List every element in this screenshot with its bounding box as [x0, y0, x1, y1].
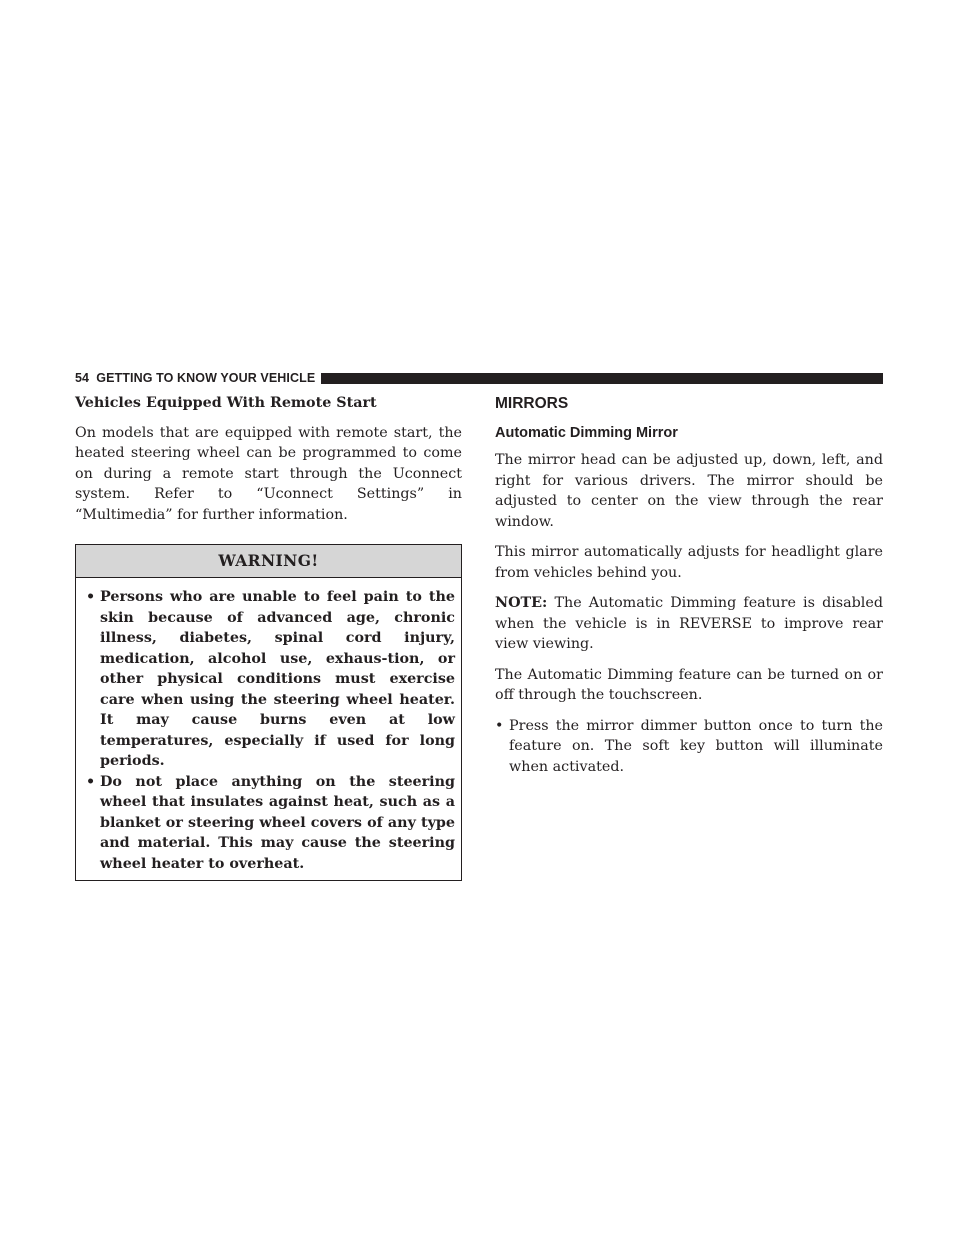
warning-item-text: Persons who are unable to feel pain to the skin because of advanced age, chronic illness, diabetes, spinal cord injury, medication, alcohol use, exhaus-tion, or other physical conditions must exercise care when using the steering wheel heater. It may cause burns even at low temperatures, especially if used for long periods.: [100, 589, 455, 769]
warning-list: [76, 578, 461, 880]
bullet-icon: •: [495, 717, 504, 734]
left-column: [75, 393, 462, 881]
instruction-item-text: Press the mirror dimmer button once to turn the feature on. The soft key button will illuminate when activated.: [509, 717, 883, 775]
page-number: 54: [75, 371, 90, 385]
page-header-text: [75, 371, 315, 385]
note-text: The Automatic Dimming feature is disabled when the vehicle is in REVERSE to improve rear view viewing.: [495, 595, 883, 652]
note-label: NOTE:: [495, 595, 548, 611]
instruction-list: [495, 716, 883, 778]
touchscreen-paragraph: The Automatic Dimming feature can be turned on or off through the touchscreen.: [495, 666, 883, 703]
bullet-icon: •: [86, 589, 96, 605]
instruction-item: [495, 716, 883, 778]
warning-item: [86, 587, 455, 772]
right-column: [495, 393, 883, 777]
section-name: GETTING TO KNOW YOUR VEHICLE: [96, 371, 316, 385]
bullet-icon: •: [86, 773, 96, 790]
mirror-adjust-paragraph: The mirror head can be adjusted up, down, left, and right for various drivers. The mirror should be adjusted to center on the view through the rear window.: [495, 452, 883, 530]
warning-title: WARNING!: [76, 545, 461, 578]
warning-item-text: Do not place anything on the steering wheel that insulates against heat, such as a blanket or steering wheel covers of any type and material. This may cause the steering wheel heater to overheat.: [100, 773, 455, 872]
section-title-mirrors: MIRRORS: [495, 395, 569, 412]
note-paragraph: [495, 593, 883, 655]
page-header: [75, 371, 883, 385]
warning-item: [86, 772, 455, 875]
header-rule: [321, 373, 883, 384]
remote-start-paragraph: On models that are equipped with remote start, the heated steering wheel can be programmed to come on during a remote start through the Uconnect system. Refer to “Uconnect Settings” in “Multimedia” for further information.: [75, 424, 462, 523]
subsection-title-dimming-mirror: Automatic Dimming Mirror: [495, 425, 678, 441]
glare-paragraph: This mirror automatically adjusts for headlight glare from vehicles behind you.: [495, 544, 883, 581]
remote-start-subhead: Vehicles Equipped With Remote Start: [75, 395, 377, 411]
warning-box: [75, 544, 462, 881]
